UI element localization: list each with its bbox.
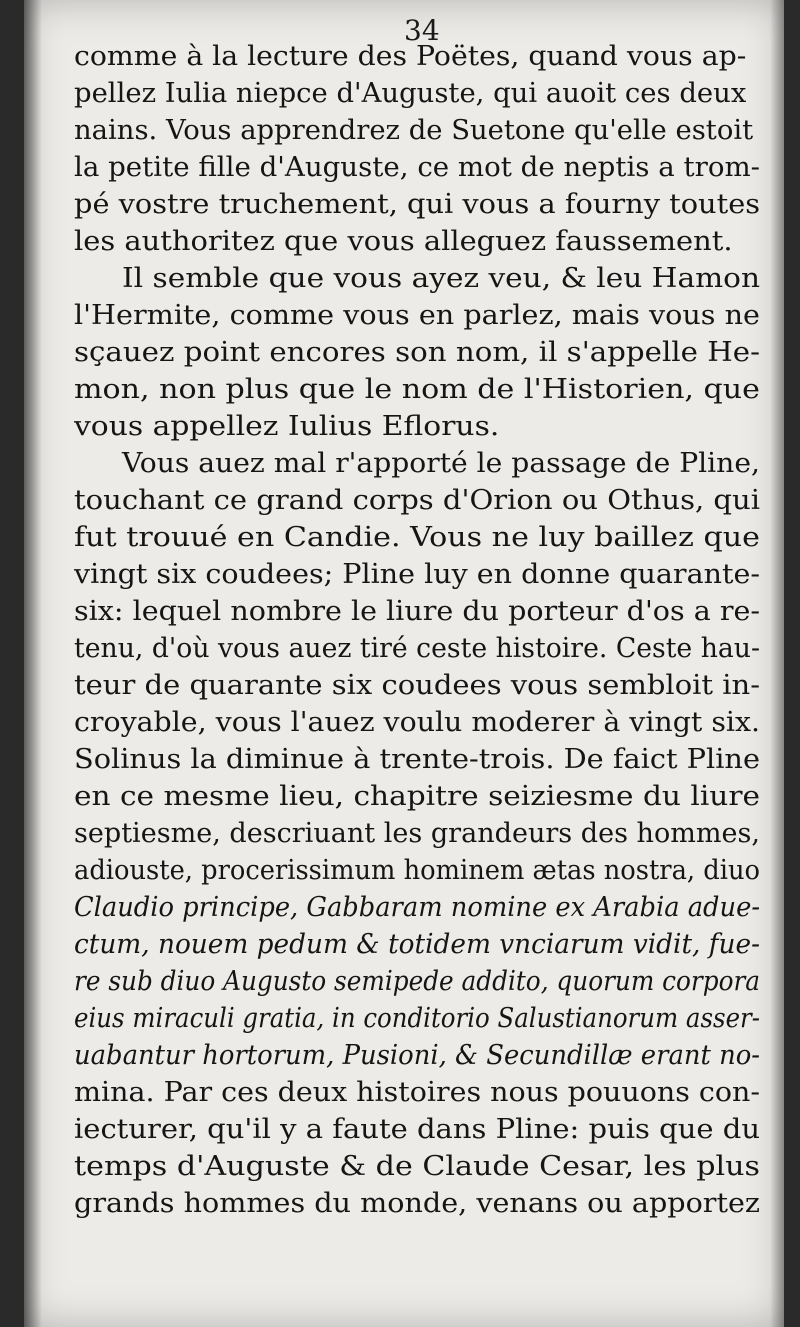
text-line-content: sçauez point encores son nom, il s'appelle He-	[74, 336, 760, 368]
text-line-content: nains. Vous apprendrez de Suetone qu'elle estoit	[74, 114, 754, 146]
text-line-content: Vous auez mal r'apporté le passage de Pline,	[122, 447, 760, 479]
text-line	[74, 75, 760, 112]
page-body	[74, 38, 760, 1222]
text-line	[74, 371, 760, 408]
text-line-content: en ce mesme lieu, chapitre seiziesme du liure	[74, 780, 760, 812]
book-page	[24, 0, 784, 1327]
text-line-content: vingt six coudees; Pline luy en donne quarante-	[74, 558, 760, 590]
text-line	[74, 482, 760, 519]
text-line-content: fut trouué en Candie. Vous ne luy baillez que	[74, 521, 760, 553]
text-line	[74, 408, 760, 445]
text-line-content: comme à la lecture des Poëtes, quand vous ap-	[74, 40, 747, 72]
text-line-content: iecturer, qu'il y a faute dans Pline: puis que du	[74, 1113, 760, 1145]
text-line	[74, 556, 760, 593]
text-line-content: temps d'Auguste & de Claude Cesar, les plus	[74, 1150, 760, 1182]
text-line	[74, 1000, 760, 1037]
text-line	[74, 593, 760, 630]
text-line	[74, 926, 760, 963]
text-line-content: mon, non plus que le nom de l'Historien, que	[74, 373, 760, 405]
text-line-content: croyable, vous l'auez voulu moderer à vingt six.	[74, 706, 760, 738]
text-line-content: tenu, d'où vous auez tiré ceste histoire. Ceste hau-	[74, 632, 760, 664]
text-line	[74, 815, 760, 852]
text-line-content: les authoritez que vous alleguez faussement.	[74, 225, 733, 257]
text-line-content: touchant ce grand corps d'Orion ou Othus, qui	[74, 484, 760, 516]
text-line	[74, 852, 760, 889]
text-line	[74, 778, 760, 815]
text-line-content: re sub diuo Augusto semipede addito, quorum corpora	[74, 965, 760, 997]
text-line	[74, 1111, 760, 1148]
text-line	[74, 1037, 760, 1074]
text-line	[74, 889, 760, 926]
text-line-content: Claudio principe, Gabbaram nomine ex Arabia adue-	[74, 891, 760, 923]
text-line	[74, 223, 760, 260]
text-line-content: pé vostre truchement, qui vous a fourny toutes	[74, 188, 760, 220]
text-line-content: eius miraculi gratia, in conditorio Salustianorum asser-	[74, 1002, 760, 1034]
text-line	[74, 297, 760, 334]
text-line	[74, 112, 760, 149]
page-number: 34	[404, 14, 440, 47]
text-line	[74, 1148, 760, 1185]
text-line-content: septiesme, descriuant les grandeurs des hommes,	[74, 817, 760, 849]
text-line-content: grands hommes du monde, venans ou apportez	[74, 1187, 760, 1219]
text-line	[74, 260, 760, 297]
text-line-content: l'Hermite, comme vous en parlez, mais vous ne	[74, 299, 760, 331]
text-line	[74, 1074, 760, 1111]
text-line	[74, 38, 760, 75]
text-line	[74, 667, 760, 704]
text-line-content: ctum, nouem pedum & totidem vnciarum vidit, fue-	[74, 928, 760, 960]
text-line	[74, 186, 760, 223]
text-line-content: la petite fille d'Auguste, ce mot de neptis a trom-	[74, 151, 760, 183]
text-line	[74, 149, 760, 186]
text-line	[74, 519, 760, 556]
text-line-content: pellez Iulia niepce d'Auguste, qui auoit ces deux	[74, 77, 747, 109]
text-line-content: six: lequel nombre le liure du porteur d'os a re-	[74, 595, 760, 627]
text-line-content: uabantur hortorum, Pusioni, & Secundillæ erant no-	[74, 1039, 760, 1071]
text-line	[74, 445, 760, 482]
text-line	[74, 741, 760, 778]
text-line-content: Solinus la diminue à trente-trois. De faict Pline	[74, 743, 760, 775]
text-line	[74, 630, 760, 667]
text-line-content: Il semble que vous ayez veu, & leu Hamon	[122, 262, 760, 294]
text-line	[74, 1185, 760, 1222]
text-line-content: vous appellez Iulius Eflorus.	[74, 410, 500, 442]
text-line-content: mina. Par ces deux histoires nous pouuons con-	[74, 1076, 760, 1108]
text-line	[74, 704, 760, 741]
text-line-content: adiouste, procerissimum hominem ætas nostra, diuo	[74, 854, 760, 886]
text-line-content: teur de quarante six coudees vous sembloit in-	[74, 669, 760, 701]
text-line	[74, 334, 760, 371]
text-line	[74, 963, 760, 1000]
